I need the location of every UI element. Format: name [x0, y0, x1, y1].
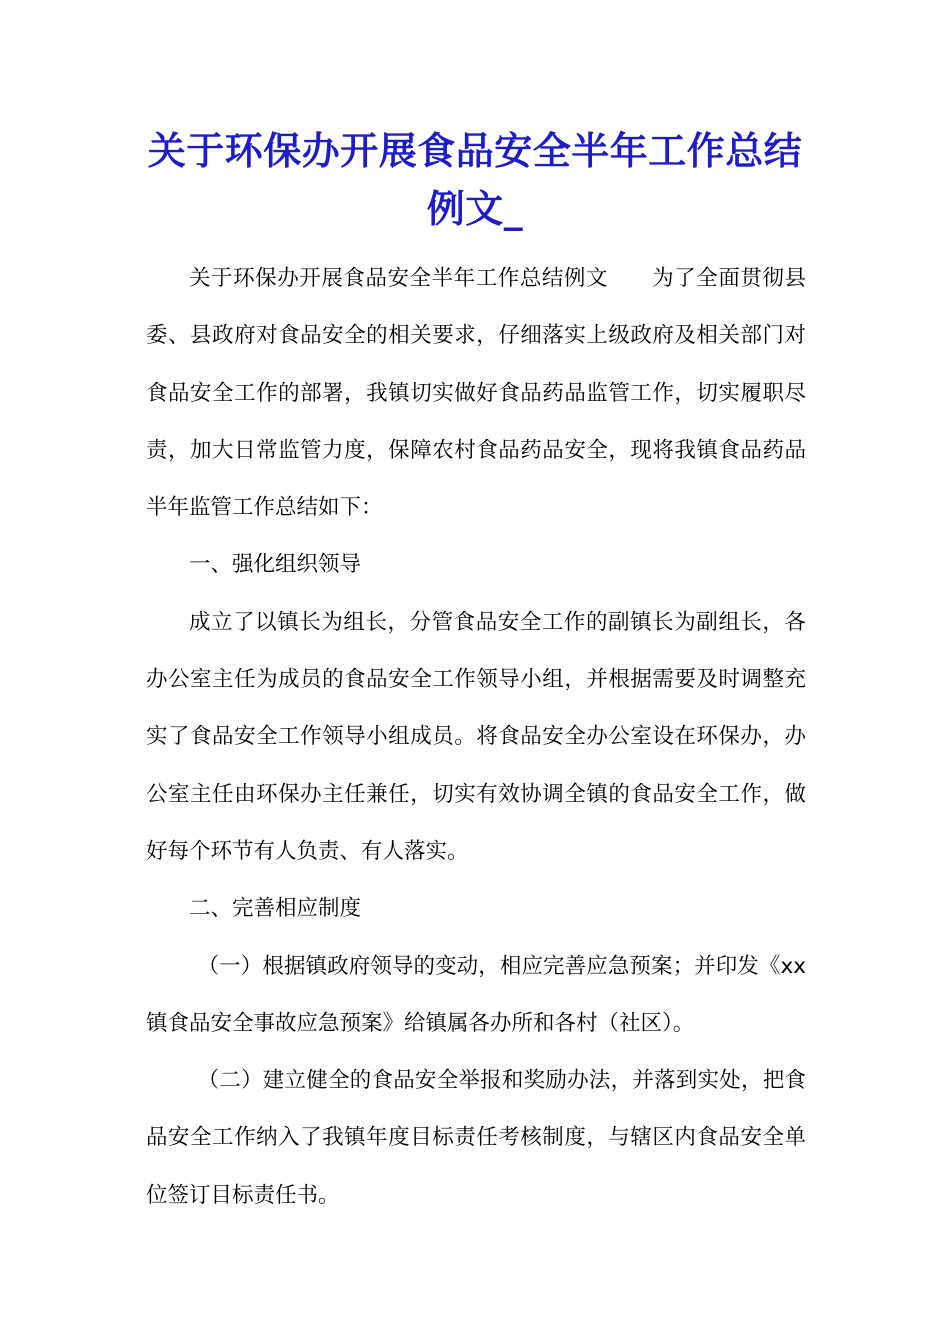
- document-title: 关于环保办开展食品安全半年工作总结例文_: [147, 128, 803, 231]
- section-2-item-1: （一）根据镇政府领导的变动，相应完善应急预案；并印发《xx镇食品安全事故应急预案》给镇属各办所和各村（社区）。: [146, 953, 806, 1036]
- section-heading-1: 一、强化组织领导: [189, 552, 362, 578]
- intro-paragraph: 关于环保办开展食品安全半年工作总结例文 为了全面贯彻县委、县政府对食品安全的相关要求，仔细落实上级政府及相关部门对食品安全工作的部署，我镇切实做好食品药品监管工作，切实履职尽责，加大日常监管力度，保障农村食品药品安全，现将我镇食品药品半年监管工作总结如下：: [146, 266, 806, 521]
- document-body: [146, 250, 806, 1224]
- section-heading-2: 二、完善相应制度: [189, 896, 362, 922]
- section-2-item-2: （二）建立健全的食品安全举报和奖励办法，并落到实处，把食品安全工作纳入了我镇年度目标责任考核制度，与辖区内食品安全单位签订目标责任书。: [146, 1068, 806, 1208]
- section-1-paragraph: 成立了以镇长为组长，分管食品安全工作的副镇长为副组长，各办公室主任为成员的食品安全工作领导小组，并根据需要及时调整充实了食品安全工作领导小组成员。将食品安全办公室设在环保办，办公室主任由环保办主任兼任，切实有效协调全镇的食品安全工作，做好每个环节有人负责、有人落实。: [146, 609, 806, 864]
